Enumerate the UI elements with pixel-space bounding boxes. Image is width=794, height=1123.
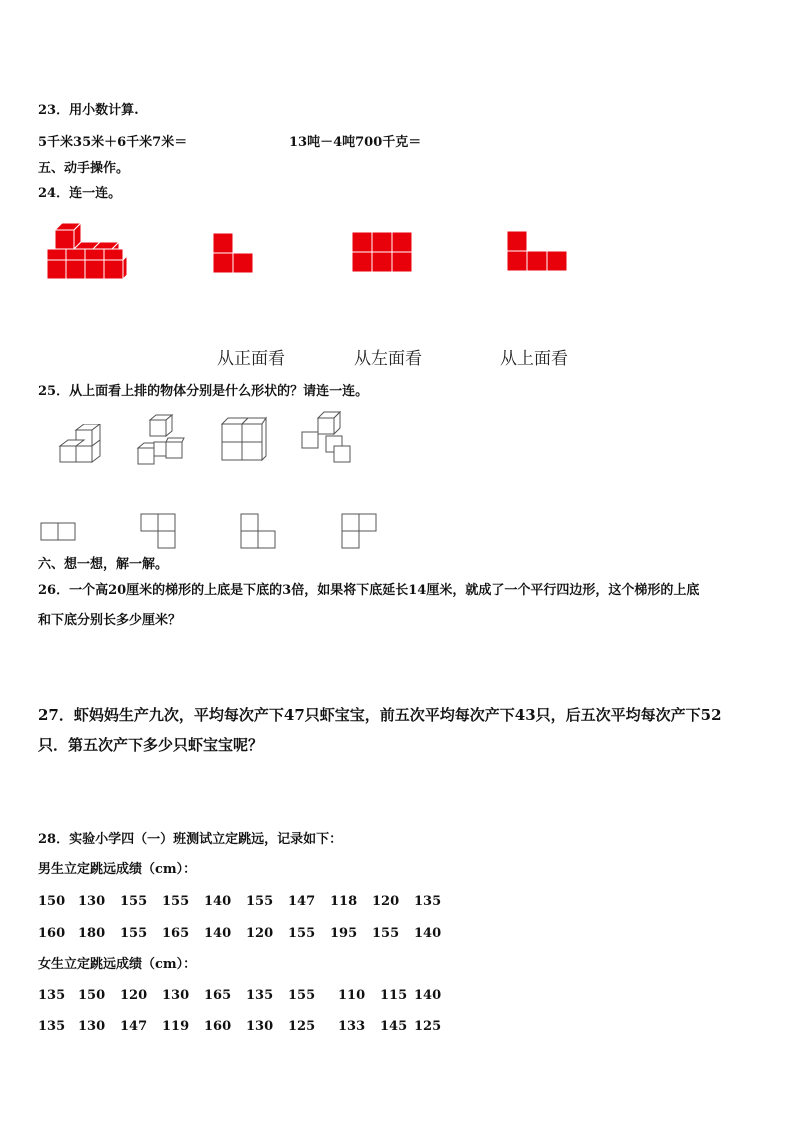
q28-boys-title: 男生立定跳远成绩（cm）： [38,862,197,877]
score-cell: 155 [120,926,148,941]
q26-line1: 26．一个高20厘米的梯形的上底是下底的3倍，如果将下底延长14厘米，就成了一个平行四边形，这个梯形的上底 [38,583,700,598]
section-5-heading: 五、动手操作。 [38,161,130,176]
score-cell: 140 [414,926,442,941]
q26-line2: 和下底分别长多少厘米？ [38,613,182,628]
score-cell: 135 [38,1019,66,1034]
q25-solid-b [136,414,186,466]
score-cell: 165 [204,988,232,1003]
q28-girls-title: 女生立定跳远成绩（cm）： [38,957,197,972]
q27-line2: 只．第五次产下多少只虾宝宝呢？ [38,736,264,754]
q24-view-l-long [506,230,568,272]
q24-view-rectangle [351,231,413,273]
q25-title: 25．从上面看上排的物体分别是什么形状的？请连一连。 [38,384,369,399]
score-cell: 147 [288,894,316,909]
q23-expr-b: 13吨－4吨700千克＝ [289,135,422,150]
score-cell: 140 [204,894,232,909]
score-cell: 135 [414,894,442,909]
q25-view-shape-b [140,513,176,549]
q25-view-shape-c [240,513,276,549]
score-cell: 130 [78,894,106,909]
score-cell: 140 [414,988,442,1003]
score-cell: 115 [380,988,408,1003]
score-cell: 150 [78,988,106,1003]
q24-label-left: 从左面看 [354,349,422,369]
score-cell: 118 [330,894,358,909]
score-cell: 155 [288,988,316,1003]
score-cell: 130 [246,1019,274,1034]
q25-solid-d [300,410,354,464]
score-cell: 165 [162,926,190,941]
score-cell: 180 [78,926,106,941]
score-cell: 147 [120,1019,148,1034]
q24-cube-solid-figure [44,220,128,282]
score-cell: 155 [246,894,274,909]
score-cell: 120 [246,926,274,941]
score-cell: 195 [330,926,358,941]
score-cell: 110 [338,988,366,1003]
score-cell: 155 [288,926,316,941]
score-cell: 135 [38,988,66,1003]
q25-view-two-squares [40,522,76,542]
score-cell: 130 [162,988,190,1003]
q25-solid-c [220,416,268,464]
section-6-heading: 六、想一想，解一解。 [38,557,169,572]
q24-label-front: 从正面看 [217,349,285,369]
score-cell: 160 [204,1019,232,1034]
score-cell: 155 [162,894,190,909]
score-cell: 120 [372,894,400,909]
score-cell: 133 [338,1019,366,1034]
score-cell: 135 [246,988,274,1003]
score-cell: 119 [162,1019,190,1034]
q25-solid-a [56,424,104,464]
score-cell: 140 [204,926,232,941]
q23-expr-a: 5千米35米＋6千米7米＝ [38,135,188,150]
score-cell: 145 [380,1019,408,1034]
score-cell: 155 [372,926,400,941]
score-cell: 120 [120,988,148,1003]
q24-label-top: 从上面看 [500,349,568,369]
q28-title: 28．实验小学四（一）班测试立定跳远，记录如下： [38,832,343,847]
score-cell: 130 [78,1019,106,1034]
q25-view-shape-d [341,513,377,549]
score-cell: 125 [414,1019,442,1034]
score-cell: 125 [288,1019,316,1034]
score-cell: 150 [38,894,66,909]
q24-title: 24．连一连。 [38,186,122,201]
q24-view-l-small [212,232,256,274]
q27-line1: 27．虾妈妈生产九次，平均每次产下47只虾宝宝，前五次平均每次产下43只，后五次平均每次产下52 [38,706,722,724]
score-cell: 160 [38,926,66,941]
q23-title: 23．用小数计算. [38,103,139,118]
score-cell: 155 [120,894,148,909]
